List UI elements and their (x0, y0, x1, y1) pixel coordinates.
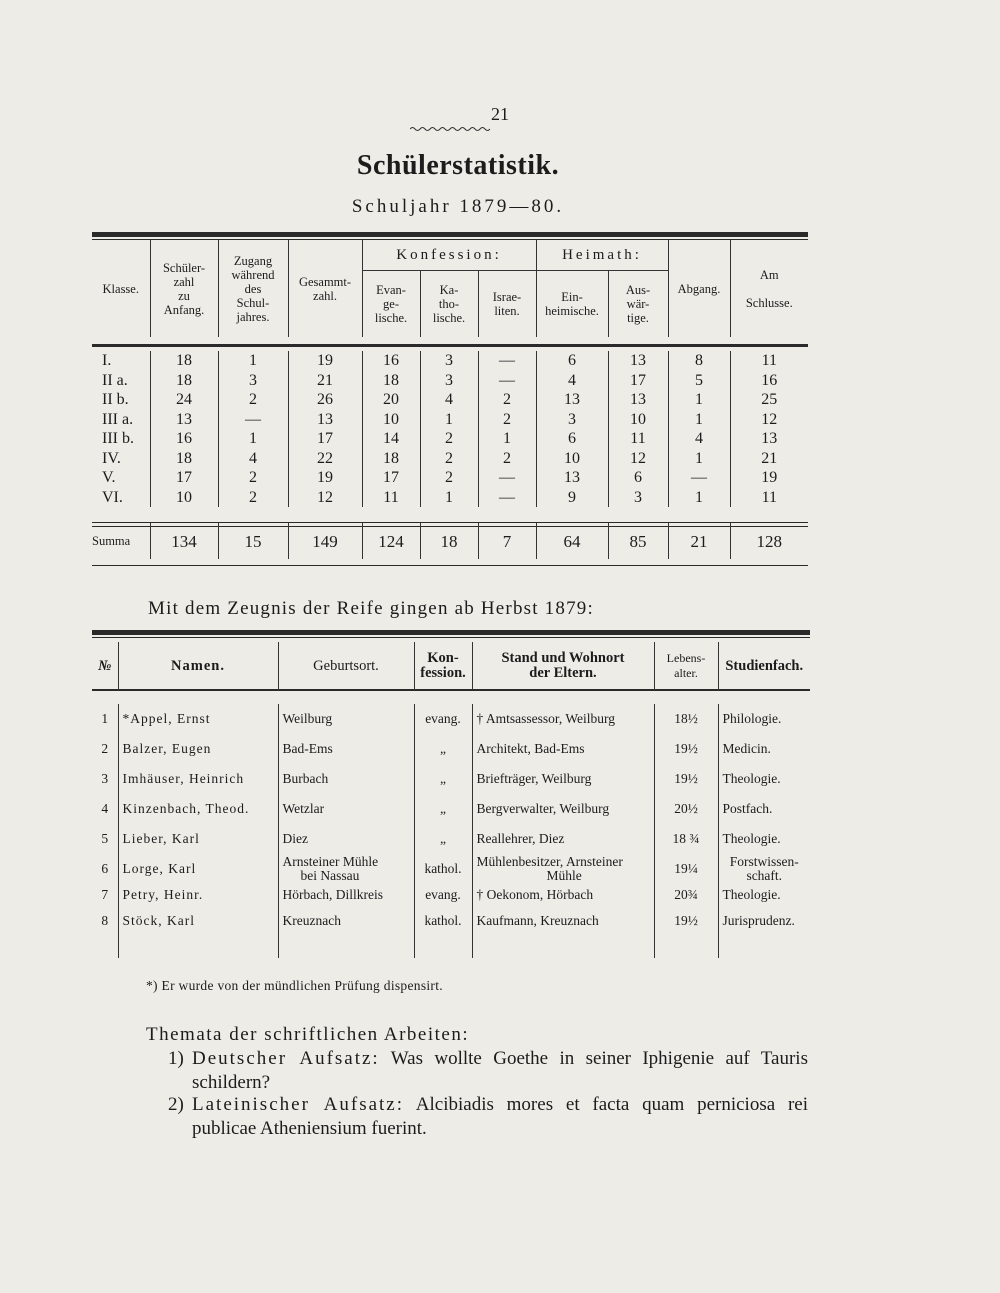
header-schuelerzahl: Schüler- zahl zu Anfang. (150, 240, 218, 337)
header-namen: Namen. (118, 642, 278, 690)
header-konfession: Kon- fession. (414, 642, 472, 690)
header-katholische: Ka- tho- lische. (420, 271, 478, 338)
themata-heading: Themata der schriftlichen Arbeiten: (146, 1024, 470, 1045)
header-zugang: Zugang während des Schul- jahres. (218, 240, 288, 337)
header-klasse: Klasse. (102, 281, 139, 296)
table-row: IV. 18 4 22 18 2 2 10 12 1 21 (92, 449, 808, 469)
table-row: VI. 10 2 12 11 1 — 9 3 1 11 (92, 488, 808, 508)
header-heimath: Heimath: (536, 240, 668, 271)
thema-2-label: Lateinischer Aufsatz: (192, 1094, 405, 1115)
table-row: III a. 13 — 13 10 1 2 3 10 1 12 (92, 410, 808, 430)
table-row: 4 Kinzenbach, Theod. Wetzlar „ Bergverwalter, Weilburg 20½ Postfach. (92, 794, 810, 824)
page-title: Schülerstatistik. (356, 150, 560, 181)
thema-2-text: Alcibiadis mores et facta quam perniciosa rei (415, 1094, 808, 1115)
table2-top-rule (92, 630, 810, 635)
header-stand: Stand und Wohnort der Eltern. (472, 642, 654, 690)
wavy-ornament (410, 126, 490, 132)
header-geburtsort: Geburtsort. (278, 642, 414, 690)
header-konfession: Konfession: (362, 240, 536, 271)
table1-top-rule (92, 232, 808, 237)
document-page: 21 Schülerstatistik. Schuljahr 1879—80. Klasse. Schüler- zahl zu Anfang. Zugang während des Schul- jahres. Gesammt- zahl. Konfession: Heimath: Abgang. Am Schlusse. Evan- ge- lische. Ka- tho- lische. Israe- liten. Ein- heimische. Aus- wär- tige. I. 18 1 19 16 3 — 6 13 8 11 II a. 18 3 21 18 3 — 4 17 5 16 II b. 24 2 26 20 4 2 13 13 1 25 III a. 13 — 13 10 1 2 3 10 1 12 III b. 16 1 17 14 2 1 6 11 4 13 IV. 18 4 22 18 2 2 10 12 1 21 V. 17 2 19 17 2 — 13 6 — 19 VI. 10 2 12 11 1 — 9 3 1 11 Summa 134 15 149 124 18 7 64 85 21 128 Mit dem Zeugnis der Reife gingen ab Herbst 1879: № Namen. Geburtsort. Kon- fession. Stand und Wohnort der Eltern. Lebens- alter. Studienfach. 1 *Appel, Ernst Weilburg evang. † Amtsassessor, Weilburg 18½ Philologie. 2 Balzer, Eugen Bad-Ems „ Architekt, Bad-Ems 19½ Medicin. 3 Imhäuser, Heinrich Burbach „ Briefträger, Weilburg 19½ Theologie. 4 Kinzenbach, Theod. Wetzlar „ Bergverwalter, Weilburg 20½ Postfach. 5 Lieber, Karl Diez „ Reallehrer, Diez 18 ¾ Theologie. 6 Lorge, Karl Arnsteiner Mühle bei Nassau kathol. Mühlenbesitzer, Arnsteiner Mühle 19¼ Forstwissen- schaft. 7 Petry, Heinr. Hörbach, Dillkreis evang. † Oekonom, Hörbach 20¾ Theologie. 8 Stöck, Karl Kreuznach kathol. Kaufmann, Kreuznach 19½ Jurisprudenz. *) Er wurde von der mündlichen Prüfung dispensirt. Themata der schriftlichen Arbeiten: 1) Deutscher Aufsatz: Was wollte Goethe in seiner Iphigenie auf Tauris schildern? 2) Lateinischer Aufsatz: Alcibiadis mores et facta quam perniciosa rei publicae Atheniensium fuerint. (0, 0, 1000, 1293)
table1-bottom-rule (92, 565, 808, 566)
header-abgang: Abgang. (668, 240, 730, 337)
page-number: 21 (491, 104, 509, 124)
header-gesammtzahl: Gesammt- zahl. (288, 240, 362, 337)
thema-2-line2: publicae Atheniensium fuerint. (192, 1118, 427, 1139)
table-row: 1 *Appel, Ernst Weilburg evang. † Amtsassessor, Weilburg 18½ Philologie. (92, 704, 810, 734)
header-studienfach: Studienfach. (718, 642, 810, 690)
table-row: I. 18 1 19 16 3 — 6 13 8 11 (92, 351, 808, 371)
table-row: 8 Stöck, Karl Kreuznach kathol. Kaufmann, Kreuznach 19½ Jurisprudenz. (92, 906, 810, 936)
table-row: 6 Lorge, Karl Arnsteiner Mühle bei Nassau kathol. Mühlenbesitzer, Arnsteiner Mühle 19¼ Forstwissen- schaft. (92, 854, 810, 884)
header-nr: № (98, 657, 112, 674)
table2-top-thin-rule (92, 637, 810, 638)
header-einheimische: Ein- heimische. (536, 271, 608, 338)
table-row: 3 Imhäuser, Heinrich Burbach „ Briefträger, Weilburg 19½ Theologie. (92, 764, 810, 794)
table-row: 5 Lieber, Karl Diez „ Reallehrer, Diez 18 ¾ Theologie. (92, 824, 810, 854)
summa-row: Summa 134 15 149 124 18 7 64 85 21 128 (92, 523, 808, 559)
header-am-schlusse: Am Schlusse. (730, 240, 808, 337)
student-statistics-table (92, 240, 808, 559)
thema-1-label: Deutscher Aufsatz: (192, 1048, 380, 1069)
footnote: *) Er wurde von der mündlichen Prüfung dispensirt. (146, 978, 443, 993)
table-row: III b. 16 1 17 14 2 1 6 11 4 13 (92, 429, 808, 449)
graduates-table (92, 642, 810, 958)
header-lebensalter: Lebens- alter. (654, 642, 718, 690)
header-israeliten: Israe- liten. (478, 271, 536, 338)
table-row: 2 Balzer, Eugen Bad-Ems „ Architekt, Bad-Ems 19½ Medicin. (92, 734, 810, 764)
table-row: II a. 18 3 21 18 3 — 4 17 5 16 (92, 371, 808, 391)
thema-1-text: Was wollte Goethe in seiner Iphigenie auf Tauris (390, 1048, 808, 1069)
header-evangelische: Evan- ge- lische. (362, 271, 420, 338)
table-row: V. 17 2 19 17 2 — 13 6 — 19 (92, 468, 808, 488)
school-year-subtitle: Schuljahr 1879—80. (351, 196, 565, 217)
thema-1-line2: schildern? (192, 1072, 271, 1093)
table-row: II b. 24 2 26 20 4 2 13 13 1 25 (92, 390, 808, 410)
header-auswaertige: Aus- wär- tige. (608, 271, 668, 338)
table-row: 7 Petry, Heinr. Hörbach, Dillkreis evang. † Oekonom, Hörbach 20¾ Theologie. (92, 884, 810, 906)
reife-heading: Mit dem Zeugnis der Reife gingen ab Herbst 1879: (148, 598, 594, 619)
